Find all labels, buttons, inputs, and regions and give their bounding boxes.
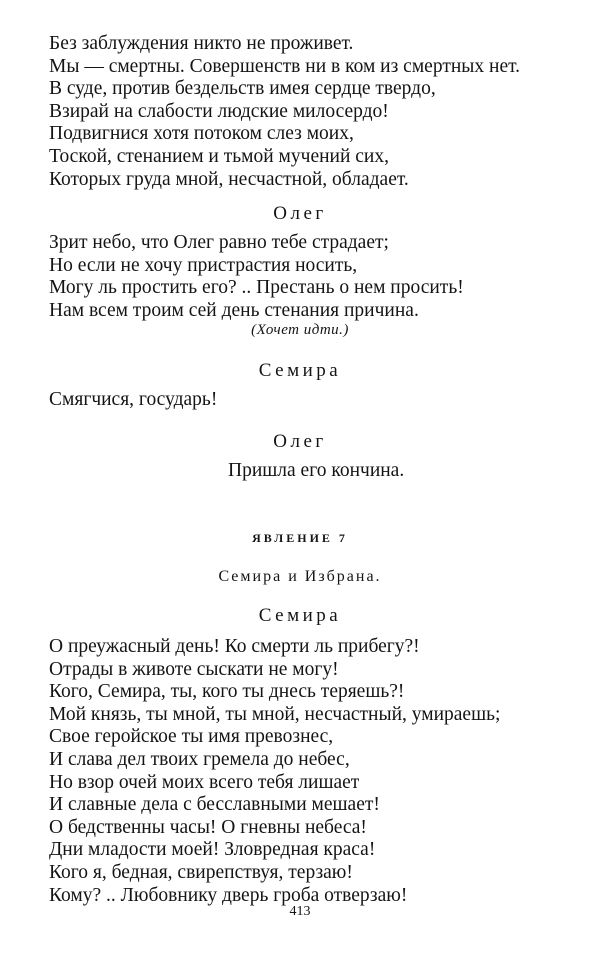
speaker-name-oleg: Олег — [273, 203, 327, 224]
verse-line: В суде, против бездельств имея сердце твердо, — [49, 78, 436, 100]
verse-line: Но взор очей моих всего тебя лишает — [49, 771, 360, 793]
verse-line: И славные дела с бесславными мешает! — [49, 794, 380, 816]
verse-line: Нам всем троим сей день стенания причина. — [49, 299, 419, 321]
verse-line: Кому? .. Любовнику дверь гроба отверзаю! — [49, 884, 408, 906]
verse-line: Свое геройское ты имя превознес, — [49, 726, 334, 748]
verse-line: Мы — смертны. Совершенств ни в ком из смертных нет. — [49, 55, 521, 77]
verse-line: Тоской, стенанием и тьмой мучений сих, — [49, 145, 389, 167]
verse-line: Могу ль простить его? .. Престань о нем просить! — [49, 277, 464, 299]
verse-line: Отрады в животе сыскати не могу! — [49, 658, 339, 680]
stage-direction: (Хочет идти.) — [251, 322, 349, 338]
speaker-name-semira: Семира — [258, 360, 342, 381]
verse-block-3 — [49, 389, 580, 412]
verse-line: Смягчися, государь! — [49, 389, 218, 410]
verse-line: Взирай на слабости людские милосердо! — [49, 100, 389, 122]
verse-line: Кого я, бедная, свирепствуя, терзаю! — [49, 861, 353, 883]
speaker-name-semira: Семира — [258, 605, 342, 626]
page-number: 413 — [289, 904, 311, 919]
verse-block-1 — [49, 33, 580, 191]
verse-line: Дни младости моей! Зловредная краса! — [49, 839, 376, 861]
verse-line: О преужасный день! Ко смерти ль прибегу?! — [49, 636, 420, 657]
verse-line: Без заблуждения никто не проживет. — [49, 33, 354, 54]
verse-line: Зрит небо, что Олег равно тебе страдает; — [49, 232, 389, 253]
verse-block-4 — [228, 460, 580, 483]
verse-line: И слава дел твоих гремела до небес, — [49, 748, 350, 770]
verse-block-5 — [49, 636, 580, 907]
verse-line: Мой князь, ты мной, ты мной, несчастный, умираешь; — [49, 703, 501, 725]
verse-line: Но если не хочу пристрастия носить, — [49, 254, 358, 276]
verse-line: Подвигнися хотя потоком слез моих, — [49, 123, 354, 145]
verse-line: О бедственны часы! О гневны небеса! — [49, 816, 367, 838]
speaker-name-oleg: Олег — [273, 431, 327, 452]
verse-line: Кого, Семира, ты, кого ты днесь теряешь?! — [49, 681, 405, 703]
verse-line: Которых груда мной, несчастной, обладает. — [49, 168, 409, 190]
verse-block-2 — [49, 232, 580, 322]
verse-line: Пришла его кончина. — [228, 460, 405, 481]
scene-title: ЯВЛЕНИЕ 7 — [252, 531, 348, 545]
scene-characters: Семира и Избрана. — [218, 568, 382, 585]
